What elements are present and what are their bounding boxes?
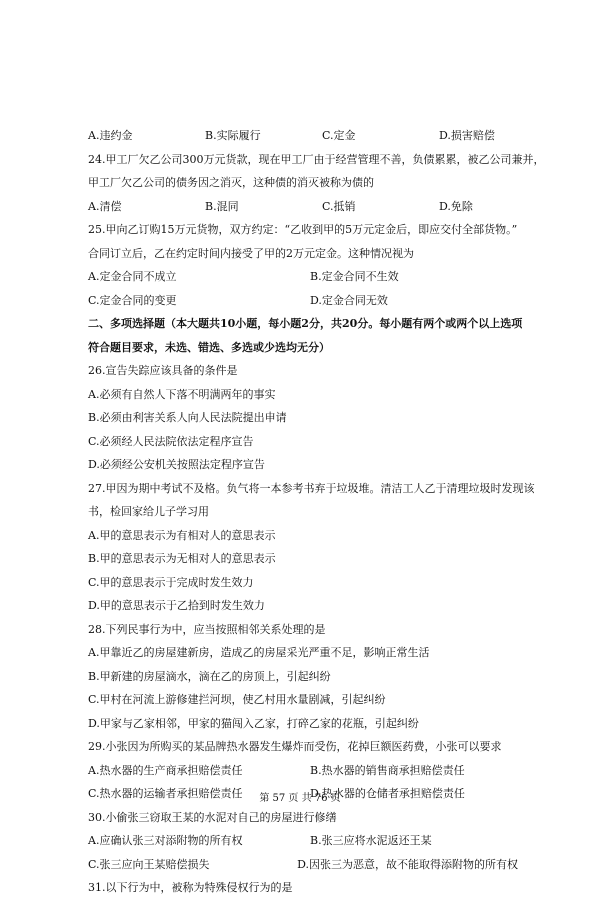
q29-option-c: C.热水器的运输者承担赔偿责任 <box>88 787 243 800</box>
q25-option-d: D.定金合同无效 <box>310 293 388 307</box>
q30-stem: 30.小偷张三窃取王某的水泥对自己的房屋进行修缮 <box>88 810 337 824</box>
q27-stem-line-2: 书，检回家给儿子学习用 <box>88 505 209 518</box>
page-footer: 第 57 页 共 76 页 <box>259 793 341 804</box>
q30-option-a: A.应确认张三对添附物的所有权 <box>88 834 243 847</box>
q29-stem: 29.小张因为所购买的某品牌热水器发生爆炸而受伤，花掉巨额医药费，小张可以要求 <box>88 740 502 753</box>
q25-option-c: C.定金合同的变更 <box>88 293 177 307</box>
q24-option-b: B.混同 <box>205 199 239 213</box>
q30-options-row-1 <box>88 829 518 853</box>
q25-options-row-1 <box>88 265 518 289</box>
q23-option-b: B.实际履行 <box>205 129 261 142</box>
q26-stem: 26.宣告失踪应该具备的条件是 <box>88 364 238 377</box>
q25-option-b: B.定金合同不生效 <box>310 270 399 283</box>
q23-option-d: D.损害赔偿 <box>439 129 495 142</box>
q24-options <box>88 195 518 219</box>
q31-stem: 31.以下行为中，被称为特殊侵权行为的是 <box>88 881 293 894</box>
q25-option-a: A.定金合同不成立 <box>88 270 177 283</box>
q29-option-a: A.热水器的生产商承担赔偿责任 <box>88 763 243 777</box>
q25-stem-line-2: 合同订立后，乙在约定时间内接受了甲的2万元定金。这种情况视为 <box>88 246 414 260</box>
q24-stem-line-2: 甲工厂欠乙公司的债务因之消灭，这种债的消灭被称为债的 <box>88 176 374 189</box>
q29-option-b: B.热水器的销售商承担赔偿责任 <box>310 763 465 777</box>
q26-option-d: D.必须经公安机关按照法定程序宣告 <box>88 458 265 471</box>
q25-options-row-2 <box>88 289 518 313</box>
q23-option-c: C.定金 <box>322 129 356 142</box>
q29-options-row-1 <box>88 759 518 783</box>
q30-options-row-2 <box>88 853 518 877</box>
q24-stem-line-1: 24.甲工厂欠乙公司300万元货款，现在甲工厂由于经营管理不善，负债累累，被乙公司兼并， <box>88 152 545 166</box>
q28-option-a: A.甲靠近乙的房屋建新房，造成乙的房屋采光严重不足，影响正常生活 <box>88 646 430 659</box>
q28-option-b: B.甲新建的房屋滴水，滴在乙的房顶上，引起纠纷 <box>88 669 331 683</box>
q27-option-a: A.甲的意思表示为有相对人的意思表示 <box>88 528 276 542</box>
q28-stem: 28.下列民事行为中，应当按照相邻关系处理的是 <box>88 622 326 636</box>
q23-option-a: A.违约金 <box>88 129 133 142</box>
q26-option-b: B.必须由利害关系人向人民法院提出申请 <box>88 411 287 424</box>
q25-stem-line-1: 25.甲向乙订购15万元货物，双方约定：“乙收到甲的5万元定金后，即应交付全部货物。” <box>88 223 518 236</box>
q24-option-a: A.清偿 <box>88 199 122 213</box>
q23-options <box>88 124 518 148</box>
q30-option-c: C.张三应向王某赔偿损失 <box>88 857 210 871</box>
q26-option-a: A.必须有自然人下落不明满两年的事实 <box>88 387 276 401</box>
document-body <box>88 124 545 900</box>
q30-option-b: B.张三应将水泥返还王某 <box>310 834 432 847</box>
section-heading-line-2: 符合题目要求，未选、错选、多选或少选均无分） <box>88 340 330 354</box>
q24-option-d: D.免除 <box>439 199 473 213</box>
q30-option-d: D.因张三为恶意，故不能取得添附物的所有权 <box>297 857 518 871</box>
q24-option-c: C.抵销 <box>322 199 356 213</box>
q27-option-c: C.甲的意思表示于完成时发生效力 <box>88 575 254 589</box>
q27-stem-line-1: 27.甲因为期中考试不及格。负气将一本参考书弃于垃圾堆。清洁工人乙于清理垃圾时发现该 <box>88 481 535 495</box>
q27-option-b: B.甲的意思表示为无相对人的意思表示 <box>88 552 276 565</box>
q28-option-d: D.甲家与乙家相邻，甲家的猫闯入乙家，打碎乙家的花瓶，引起纠纷 <box>88 716 419 730</box>
q29-option-d: D.热水器的仓储者承担赔偿责任 <box>310 787 465 800</box>
q27-option-d: D.甲的意思表示于乙拾到时发生效力 <box>88 599 265 612</box>
q28-option-c: C.甲村在河流上游修建拦河坝，使乙村用水量剧减，引起纠纷 <box>88 693 386 706</box>
q26-option-c: C.必须经人民法院依法定程序宣告 <box>88 434 254 448</box>
section-heading-line-1: 二、多项选择题（本大题共10小题，每小题2分，共20分。每小题有两个或两个以上选项 <box>88 317 523 330</box>
